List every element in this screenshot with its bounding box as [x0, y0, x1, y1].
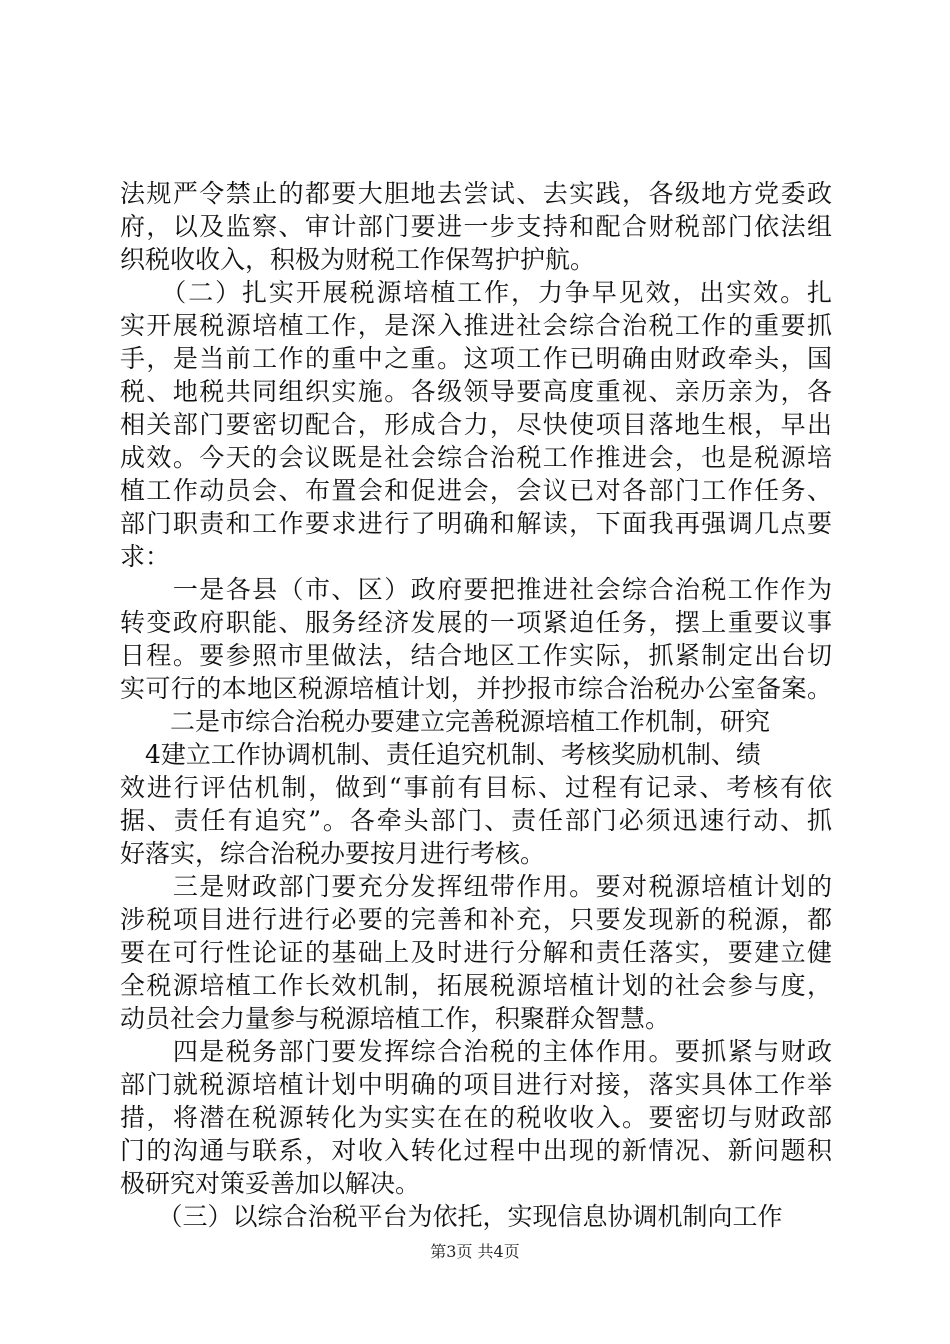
body-line: 要在可行性论证的基础上及时进行分解和责任落实，要建立健 [120, 938, 832, 967]
body-line: 转变政府职能、服务经济发展的一项紧迫任务，摆上重要议事 [120, 608, 832, 637]
body-line: 动员社会力量参与税源培植工作，积聚群众智慧。 [120, 1004, 671, 1033]
body-line: 府，以及监察、审计部门要进一步支持和配合财税部门依法组 [120, 212, 832, 241]
body-line: 植工作动员会、布置会和促进会，会议已对各部门工作任务、 [120, 476, 832, 505]
body-line: 成效。今天的会议既是社会综合治税工作推进会，也是税源培 [120, 443, 832, 472]
body-line: 极研究对策妥善加以解决。 [120, 1169, 421, 1198]
body-line: 一是各县（市、区）政府要把推进社会综合治税工作作为 [120, 575, 832, 604]
body-line: 好落实，综合治税办要按月进行考核。 [120, 839, 546, 868]
body-line: 门的沟通与联系，对收入转化过程中出现的新情况、新问题积 [120, 1136, 832, 1165]
body-line: 织税收收入，积极为财税工作保驾护护航。 [120, 245, 596, 274]
body-line: 效进行评估机制，做到“事前有目标、过程有记录、考核有依 [120, 773, 832, 802]
body-line: 全税源培植工作长效机制，拓展税源培植计划的社会参与度， [120, 971, 832, 1000]
body-line: 手，是当前工作的重中之重。这项工作已明确由财政牵头，国 [120, 344, 832, 373]
page-footer: 第3页 共4页 [430, 1242, 520, 1261]
body-line: 实可行的本地区税源培植计划，并抄报市综合治税办公室备案。 [120, 674, 832, 703]
body-line: 涉税项目进行进行必要的完善和补充，只要发现新的税源，都 [120, 905, 832, 934]
body-line: 措，将潜在税源转化为实实在在的税收收入。要密切与财政部 [120, 1103, 832, 1132]
body-line: 四是税务部门要发挥综合治税的主体作用。要抓紧与财政 [120, 1037, 832, 1066]
body-line: 部门职责和工作要求进行了明确和解读，下面我再强调几点要 [120, 509, 832, 538]
body-line: 税、地税共同组织实施。各级领导要高度重视、亲历亲为，各 [120, 377, 832, 406]
body-line: 据、责任有追究”。各牵头部门、责任部门必须迅速行动、抓 [120, 806, 832, 835]
body-line: 求： [120, 542, 171, 571]
body-line: 相关部门要密切配合，形成合力，尽快使项目落地生根，早出 [120, 410, 832, 439]
body-line: （二）扎实开展税源培植工作，力争早见效，出实效。扎 [120, 278, 832, 307]
body-line: 4建立工作协调机制、责任追究机制、考核奖励机制、绩 [120, 740, 761, 769]
body-line: 二是市综合治税办要建立完善税源培植工作机制，研究 [120, 707, 771, 736]
body-line: 部门就税源培植计划中明确的项目进行对接，落实具体工作举 [120, 1070, 832, 1099]
body-line: 三是财政部门要充分发挥纽带作用。要对税源培植计划的 [120, 872, 832, 901]
body-line: 法规严令禁止的都要大胆地去尝试、去实践，各级地方党委政 [120, 179, 832, 208]
body-line: （三）以综合治税平台为依托，实现信息协调机制向工作 [120, 1202, 783, 1231]
body-line: 日程。要参照市里做法，结合地区工作实际，抓紧制定出台切 [120, 641, 832, 670]
body-line: 实开展税源培植工作，是深入推进社会综合治税工作的重要抓 [120, 311, 832, 340]
